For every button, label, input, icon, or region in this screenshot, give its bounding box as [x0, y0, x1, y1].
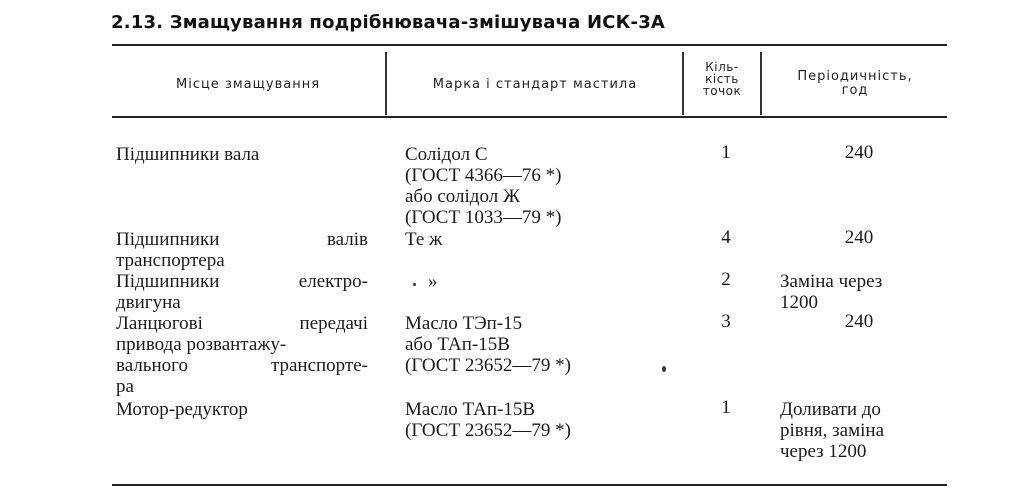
period-line: 240 — [844, 142, 874, 163]
table-row-place — [116, 144, 368, 165]
table-row-points: 4 — [721, 227, 731, 248]
period-line: Доливати до — [780, 399, 881, 420]
grade-line: Те ж — [405, 229, 443, 250]
grade-line: (ГОСТ 4366—76 *) — [405, 165, 562, 186]
grade-line: » — [428, 271, 438, 292]
table-row-points: 3 — [721, 311, 731, 332]
grade-line: (ГОСТ 23652—79 *) — [405, 420, 571, 441]
header-points-line: Кіль- — [705, 60, 739, 74]
place-line-justified — [116, 313, 368, 334]
place-word: вального — [116, 355, 188, 376]
table-row-grade — [405, 229, 442, 250]
column-divider — [760, 52, 762, 115]
place-line: транспортера — [116, 250, 225, 271]
table-title: 2.13. Змащування подрібнювача-змішувача ИСК-3А — [111, 12, 666, 33]
place-word: транспорте- — [270, 355, 368, 376]
table-row-place — [116, 399, 368, 420]
header-bottom-rule — [112, 116, 947, 118]
place-word: Підшипники — [116, 271, 220, 292]
table-row-grade — [405, 313, 571, 376]
grade-line: Масло ТАп-15В — [405, 399, 536, 420]
period-line: через 1200 — [780, 441, 867, 462]
table-bottom-rule — [112, 484, 947, 486]
table-row-period — [780, 271, 938, 313]
column-divider — [385, 52, 387, 115]
period-line: Заміна через — [780, 271, 883, 292]
header-points — [684, 61, 760, 97]
place-word: електро- — [298, 271, 368, 292]
place-word: Підшипники — [116, 229, 220, 250]
place-word: валів — [326, 229, 368, 250]
place-line: двигуна — [116, 292, 181, 313]
grade-line: Солідол С — [405, 144, 488, 165]
table-row-period — [780, 399, 938, 462]
place-line-justified — [116, 229, 368, 250]
table-row-points: 1 — [721, 397, 731, 418]
table-row-place — [116, 229, 368, 271]
place-line-justified — [116, 355, 368, 376]
grade-line: (ГОСТ 1033—79 *) — [405, 207, 562, 228]
table-row-grade — [405, 399, 571, 441]
place-word: Ланцюгові — [116, 313, 203, 334]
table-row-points: 1 — [721, 142, 731, 163]
table-row-points: 2 — [721, 269, 731, 290]
header-points-line: точок — [702, 84, 742, 98]
header-grade: Марка і стандарт мастила — [432, 77, 638, 92]
grade-line: (ГОСТ 23652—79 *) — [405, 355, 571, 376]
period-line: рівня, заміна — [780, 420, 884, 441]
place-line: ра — [116, 376, 134, 397]
table-row-period — [780, 311, 938, 332]
scan-speck — [662, 366, 666, 372]
grade-line: або ТАп-15В — [405, 334, 510, 355]
period-line: 1200 — [780, 292, 818, 313]
header-period — [763, 70, 947, 98]
place-line-justified — [116, 271, 368, 292]
place-line: Мотор-редуктор — [116, 399, 248, 420]
table-row-period — [780, 142, 938, 163]
table-row-place — [116, 313, 368, 397]
table-row-period — [780, 227, 938, 248]
header-period-line: Періодичність, — [797, 69, 913, 84]
header-points-line: кість — [705, 72, 739, 86]
period-line: 240 — [844, 311, 874, 332]
table-top-rule — [112, 44, 947, 46]
grade-line: Масло ТЭп-15 — [405, 313, 523, 334]
place-line: привода розвантажу- — [116, 334, 287, 355]
grade-line: або солідол Ж — [405, 186, 520, 207]
place-word: передачі — [299, 313, 368, 334]
place-line: Підшипники вала — [116, 144, 260, 165]
scan-speck — [413, 283, 416, 286]
table-row-grade — [405, 144, 561, 228]
table-row-place — [116, 271, 368, 313]
header-period-line: год — [841, 83, 869, 98]
header-place: Місце змащування — [175, 77, 321, 92]
period-line: 240 — [844, 227, 874, 248]
table-row-grade — [428, 271, 438, 292]
